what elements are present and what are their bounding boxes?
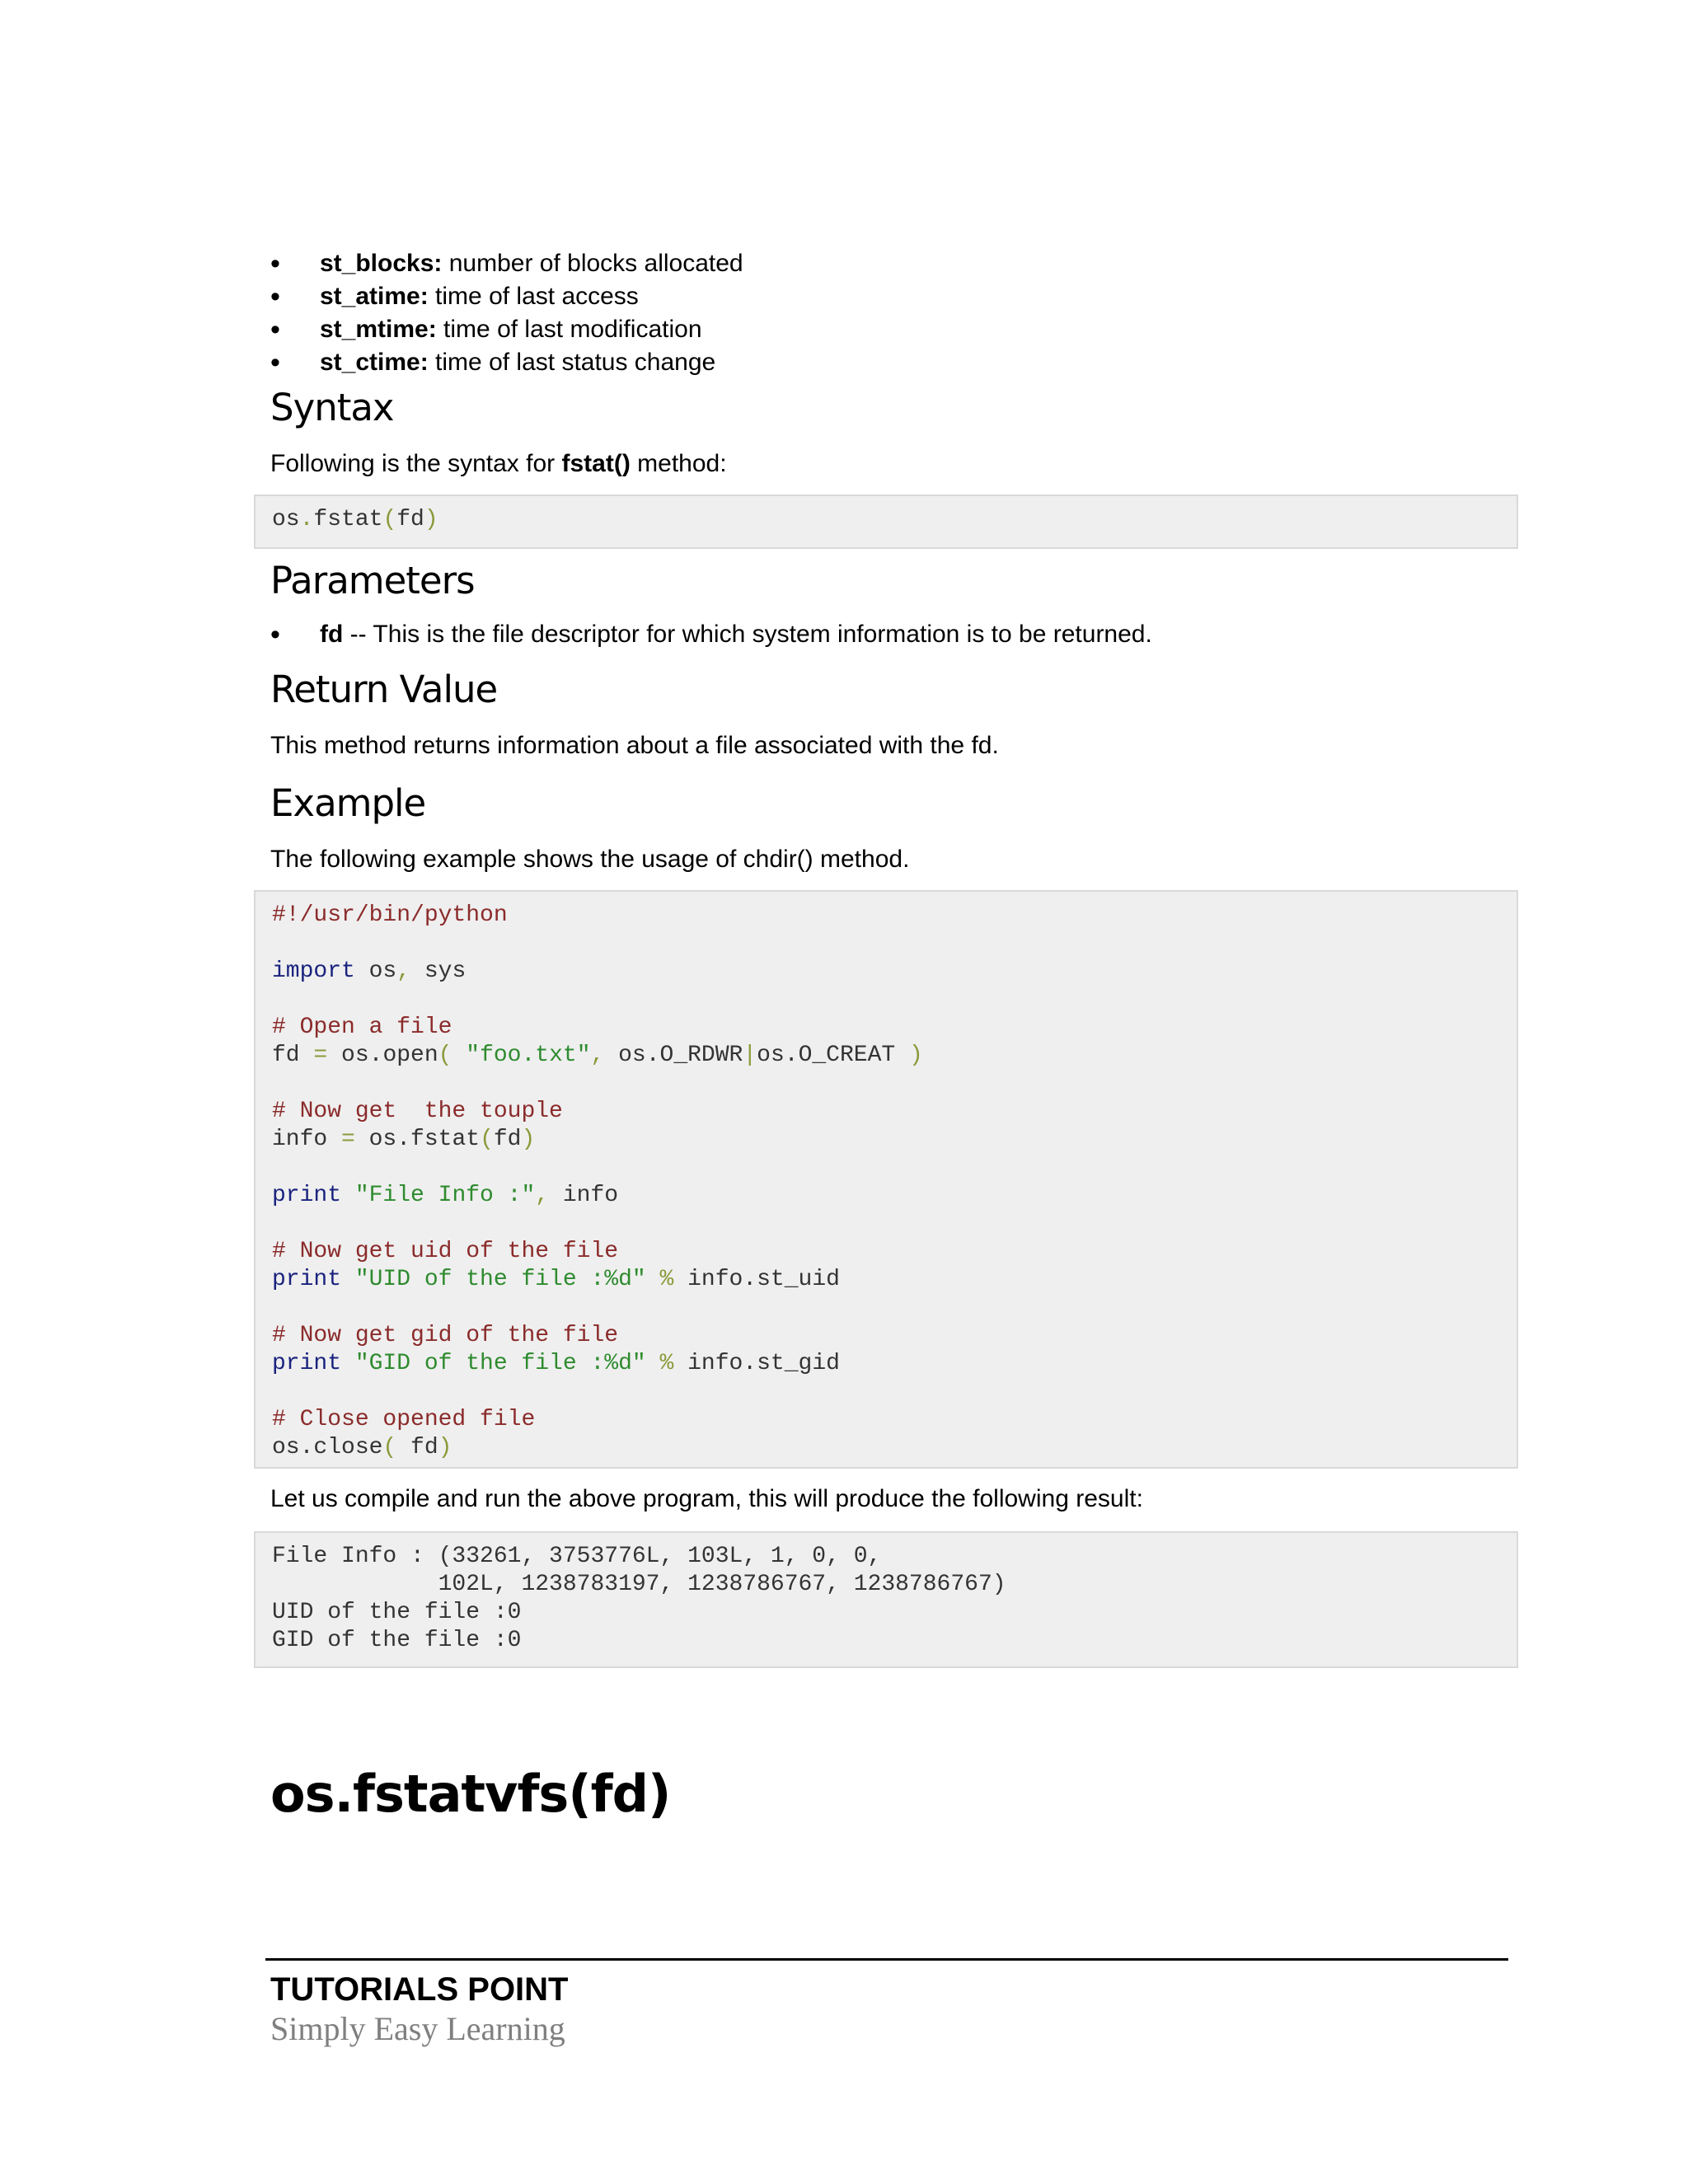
result-intro: Let us compile and run the above program, this will produce the following result: [270, 1485, 1143, 1512]
code-token: fd [396, 507, 424, 532]
code-token: print [272, 1183, 342, 1208]
code-token: , [590, 1043, 605, 1068]
return-value-text: This method returns information about a file associated with the fd. [270, 732, 999, 759]
code-token: % [645, 1267, 674, 1292]
code-token: , [396, 958, 411, 984]
param-name: fd [320, 621, 344, 648]
parameters-heading: Parameters [270, 559, 475, 602]
syntax-intro-method: fstat() [561, 450, 631, 477]
code-token: ( [382, 507, 397, 532]
param-desc: -- This is the file descriptor for which system information is to be returned. [343, 621, 1152, 648]
field-desc: number of blocks allocated [442, 250, 743, 277]
stat-field-list [270, 247, 743, 379]
code-line [272, 1126, 1500, 1154]
code-token: "File Info :" [341, 1183, 536, 1208]
code-token: print [272, 1267, 342, 1292]
code-token: , [535, 1183, 550, 1208]
field-name: st_ctime: [320, 349, 429, 376]
code-line [272, 1350, 1500, 1378]
syntax-intro-tail: method: [630, 450, 727, 477]
output-line: UID of the file :0 [272, 1600, 522, 1625]
code-token: # Now get uid of the file [272, 1239, 619, 1264]
code-token: print [272, 1351, 342, 1376]
code-line [272, 1098, 1500, 1126]
code-token: os [272, 507, 300, 532]
list-item [270, 313, 743, 346]
code-token: os.fstat [354, 1127, 481, 1152]
code-blank-line [272, 930, 1500, 958]
code-line [272, 1014, 1500, 1042]
code-token: ) [909, 1043, 923, 1068]
syntax-intro-text: Following is the syntax for [270, 450, 562, 477]
code-token: ( [382, 1435, 397, 1460]
code-token: os.open [327, 1043, 438, 1068]
output-line: 102L, 1238783197, 1238786767, 1238786767) [272, 1572, 1006, 1597]
code-token: os.close [272, 1435, 383, 1460]
code-token: #!/usr/bin/python [272, 902, 508, 928]
code-token: info.st_gid [673, 1351, 840, 1376]
code-line [272, 1042, 1500, 1070]
code-line [272, 1322, 1500, 1350]
code-token: = [341, 1127, 355, 1152]
code-token: os.O_CREAT [757, 1043, 909, 1068]
code-token: info [272, 1127, 342, 1152]
syntax-code-block [254, 494, 1518, 549]
code-token: info [549, 1183, 619, 1208]
next-section-title: os.fstatvfs(fd) [270, 1764, 671, 1824]
code-token: . [299, 507, 314, 532]
list-item [270, 247, 743, 280]
code-token: ) [438, 1435, 452, 1460]
code-token: ( [438, 1043, 452, 1068]
example-code-block [254, 890, 1518, 1469]
footer-divider [265, 1958, 1508, 1961]
code-line [272, 1238, 1500, 1266]
code-line [272, 902, 1500, 930]
syntax-intro [270, 450, 727, 478]
field-name: st_atime: [320, 283, 429, 310]
output-line: GID of the file :0 [272, 1628, 522, 1653]
code-line [272, 1266, 1500, 1294]
example-heading: Example [270, 781, 426, 825]
code-token: info.st_uid [673, 1267, 840, 1292]
code-token: fd [272, 1043, 314, 1068]
parameters-list [270, 618, 1152, 651]
field-name: st_mtime: [320, 316, 437, 343]
code-line [272, 1406, 1500, 1434]
code-blank-line [272, 1378, 1500, 1406]
field-desc: time of last access [428, 283, 639, 310]
code-token: sys [410, 958, 467, 984]
code-token: # Open a file [272, 1015, 452, 1040]
code-line [272, 958, 1500, 986]
code-blank-line [272, 986, 1500, 1014]
code-token: = [313, 1043, 328, 1068]
code-token: % [645, 1351, 674, 1376]
code-token: os [354, 958, 397, 984]
code-blank-line [272, 1154, 1500, 1182]
field-name: st_blocks: [320, 250, 443, 277]
code-token: # Now get gid of the file [272, 1323, 619, 1348]
code-line [272, 1434, 1500, 1462]
code-token: # Close opened file [272, 1407, 536, 1432]
code-token: fd [396, 1435, 438, 1460]
field-desc: time of last status change [428, 349, 716, 376]
code-token: | [743, 1043, 757, 1068]
syntax-heading: Syntax [270, 386, 394, 429]
code-token: "foo.txt" [452, 1043, 591, 1068]
code-token: "GID of the file :%d" [341, 1351, 646, 1376]
code-line [272, 1182, 1500, 1210]
result-output-block [254, 1531, 1518, 1668]
code-blank-line [272, 1294, 1500, 1322]
code-token: "UID of the file :%d" [341, 1267, 646, 1292]
code-token: ) [521, 1127, 536, 1152]
code-line [272, 506, 1500, 534]
example-intro: The following example shows the usage of chdir() method. [270, 846, 910, 873]
list-item [270, 346, 743, 379]
code-token: # Now get the touple [272, 1099, 563, 1124]
code-blank-line [272, 1070, 1500, 1098]
code-token: import [272, 958, 355, 984]
code-token: ( [480, 1127, 494, 1152]
code-token: fstat [313, 507, 383, 532]
list-item [270, 618, 1152, 651]
code-token: fd [493, 1127, 522, 1152]
code-token: os.O_RDWR [604, 1043, 743, 1068]
footer-tagline: Simply Easy Learning [270, 2010, 565, 2047]
footer-brand: TUTORIALS POINT [270, 1971, 569, 2008]
field-desc: time of last modification [436, 316, 702, 343]
output-line: File Info : (33261, 3753776L, 103L, 1, 0, 0, [272, 1544, 882, 1569]
list-item [270, 280, 743, 313]
return-value-heading: Return Value [270, 668, 498, 711]
code-blank-line [272, 1210, 1500, 1238]
code-token: ) [424, 507, 438, 532]
